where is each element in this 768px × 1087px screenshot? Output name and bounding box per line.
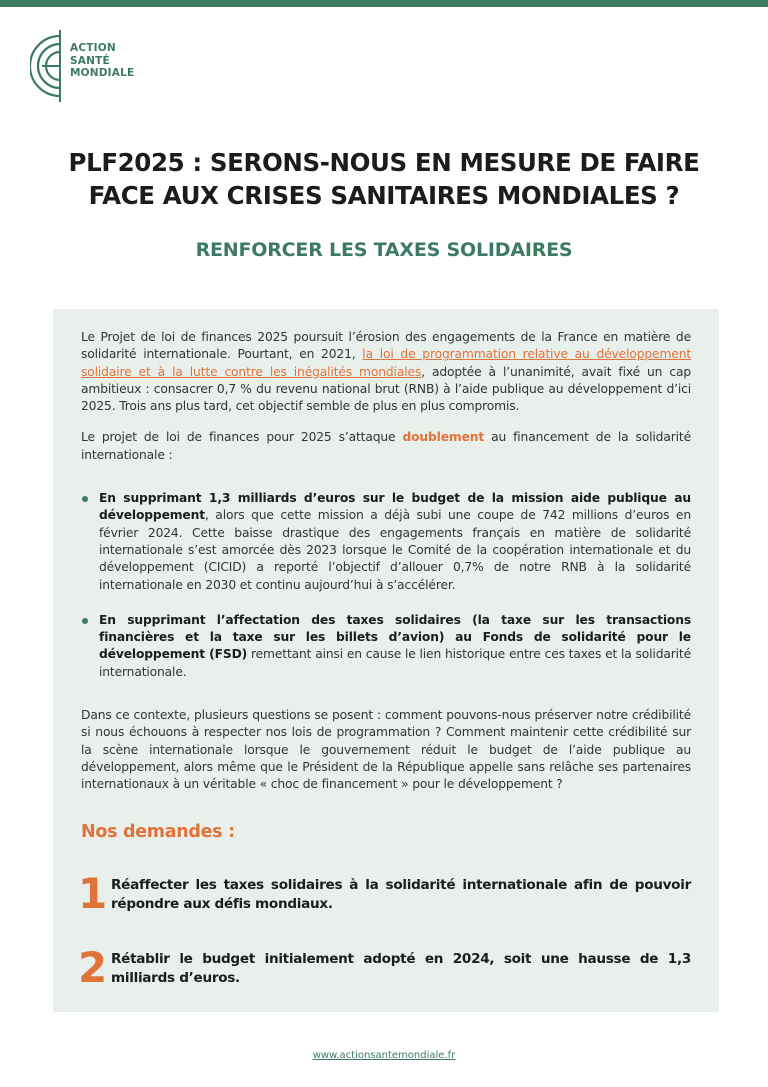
- bullet-item: [81, 612, 691, 681]
- page-title: [40, 146, 728, 212]
- logo-wordmark: [70, 42, 134, 80]
- bullet-bold-text: En supprimant l’affectation des taxes solidaires (la taxe sur les transactions financières et la taxe sur les billets d’avion) au Fonds de solidarité pour le développement (FSD): [99, 612, 691, 662]
- intro-text-2: , adoptée à l’unanimité, avait fixé un cap ambitieux : consacrer 0,7 % du revenu national brut (RNB) à l’aide publique au développement d’ici 2025. Trois ans plus tard, cet objectif semble de plus en plus compromis.: [81, 364, 691, 414]
- logo-line-3: MONDIALE: [70, 67, 135, 79]
- logo-circle-icon: [30, 30, 74, 104]
- bullet-text: [99, 612, 691, 681]
- title-line-2: FACE AUX CRISES SANITAIRES MONDIALES ?: [88, 181, 680, 210]
- bullet-bold-text: En supprimant 1,3 milliards d’euros sur le budget de la mission aide publique au développement: [99, 491, 691, 523]
- programming-law-link[interactable]: la loi de programmation relative au développement solidaire et à la lutte contre les inégalités mondiales: [81, 347, 692, 379]
- logo-line-1: ACTION: [70, 42, 116, 54]
- bullet-rest-text: , alors que cette mission a déjà subi une coupe de 742 millions d’euros en février 2024. Cette baisse drastique des engagements français en matière de solidarité internationale s’est amorcée dès 2023 lorsque le Comité de la coopération internationale et du développement (CICID) a reporté l’objectif d’allouer 0,7% de notre RNB à la solidarité internationale en 2030 et continu aujourd’hui à s’accélérer.: [99, 508, 691, 592]
- intro-text-1: Le Projet de loi de finances 2025 poursuit l’érosion des engagements de la France en matière de solidarité internationale. Pourtant, en 2021,: [81, 330, 691, 362]
- bullet-dot-icon: [82, 496, 88, 502]
- demand-number: 1: [78, 868, 106, 918]
- logo-line-2: SANTÉ: [70, 54, 110, 67]
- top-accent-bar: [0, 0, 768, 7]
- organization-logo: [30, 30, 150, 104]
- bullet-rest-text: remettant ainsi en cause le lien historique entre ces taxes et la solidarité internationale.: [99, 647, 692, 679]
- bullet-text: [99, 490, 691, 594]
- demand-item: [78, 942, 691, 992]
- bullet-item: [81, 490, 691, 594]
- demand-item: [78, 868, 691, 918]
- bullet-dot-icon: [82, 618, 88, 624]
- intro-paragraph: [81, 329, 691, 415]
- footer-website-link[interactable]: www.actionsantemondiale.fr: [312, 1050, 456, 1061]
- demand-text: Réaffecter les taxes solidaires à la solidarité internationale afin de pouvoir répondre aux défis mondiaux.: [111, 876, 691, 912]
- attack-highlight: doublement: [402, 430, 485, 445]
- content-panel-body: [78, 329, 692, 992]
- demand-number: 2: [78, 942, 106, 992]
- demand-text: Rétablir le budget initialement adopté en 2024, soit une hausse de 1,3 milliards d’euros.: [111, 950, 691, 986]
- title-line-1: PLF2025 : SERONS-NOUS EN MESURE DE FAIRE: [68, 148, 700, 177]
- attack-text-1: Le projet de loi de finances pour 2025 s’attaque: [81, 430, 403, 445]
- attack-text-2: au financement de la solidarité internationale :: [81, 430, 691, 462]
- demands-heading: Nos demandes :: [81, 821, 235, 842]
- context-paragraph: Dans ce contexte, plusieurs questions se posent : comment pouvons-nous préserver notre crédibilité si nous échouons à respecter nos lois de programmation ? Comment maintenir cette crédibilité sur la scène internationale lorsque le gouvernement réduit le budget de l’aide publique au développement, alors même que le Président de la République appelle sans relâche ses partenaires internationaux à un véritable « choc de financement » pour le développement ?: [81, 708, 691, 792]
- page-subtitle: RENFORCER LES TAXES SOLIDAIRES: [195, 239, 573, 261]
- attack-paragraph: [81, 429, 691, 464]
- content-panel: [53, 309, 719, 1012]
